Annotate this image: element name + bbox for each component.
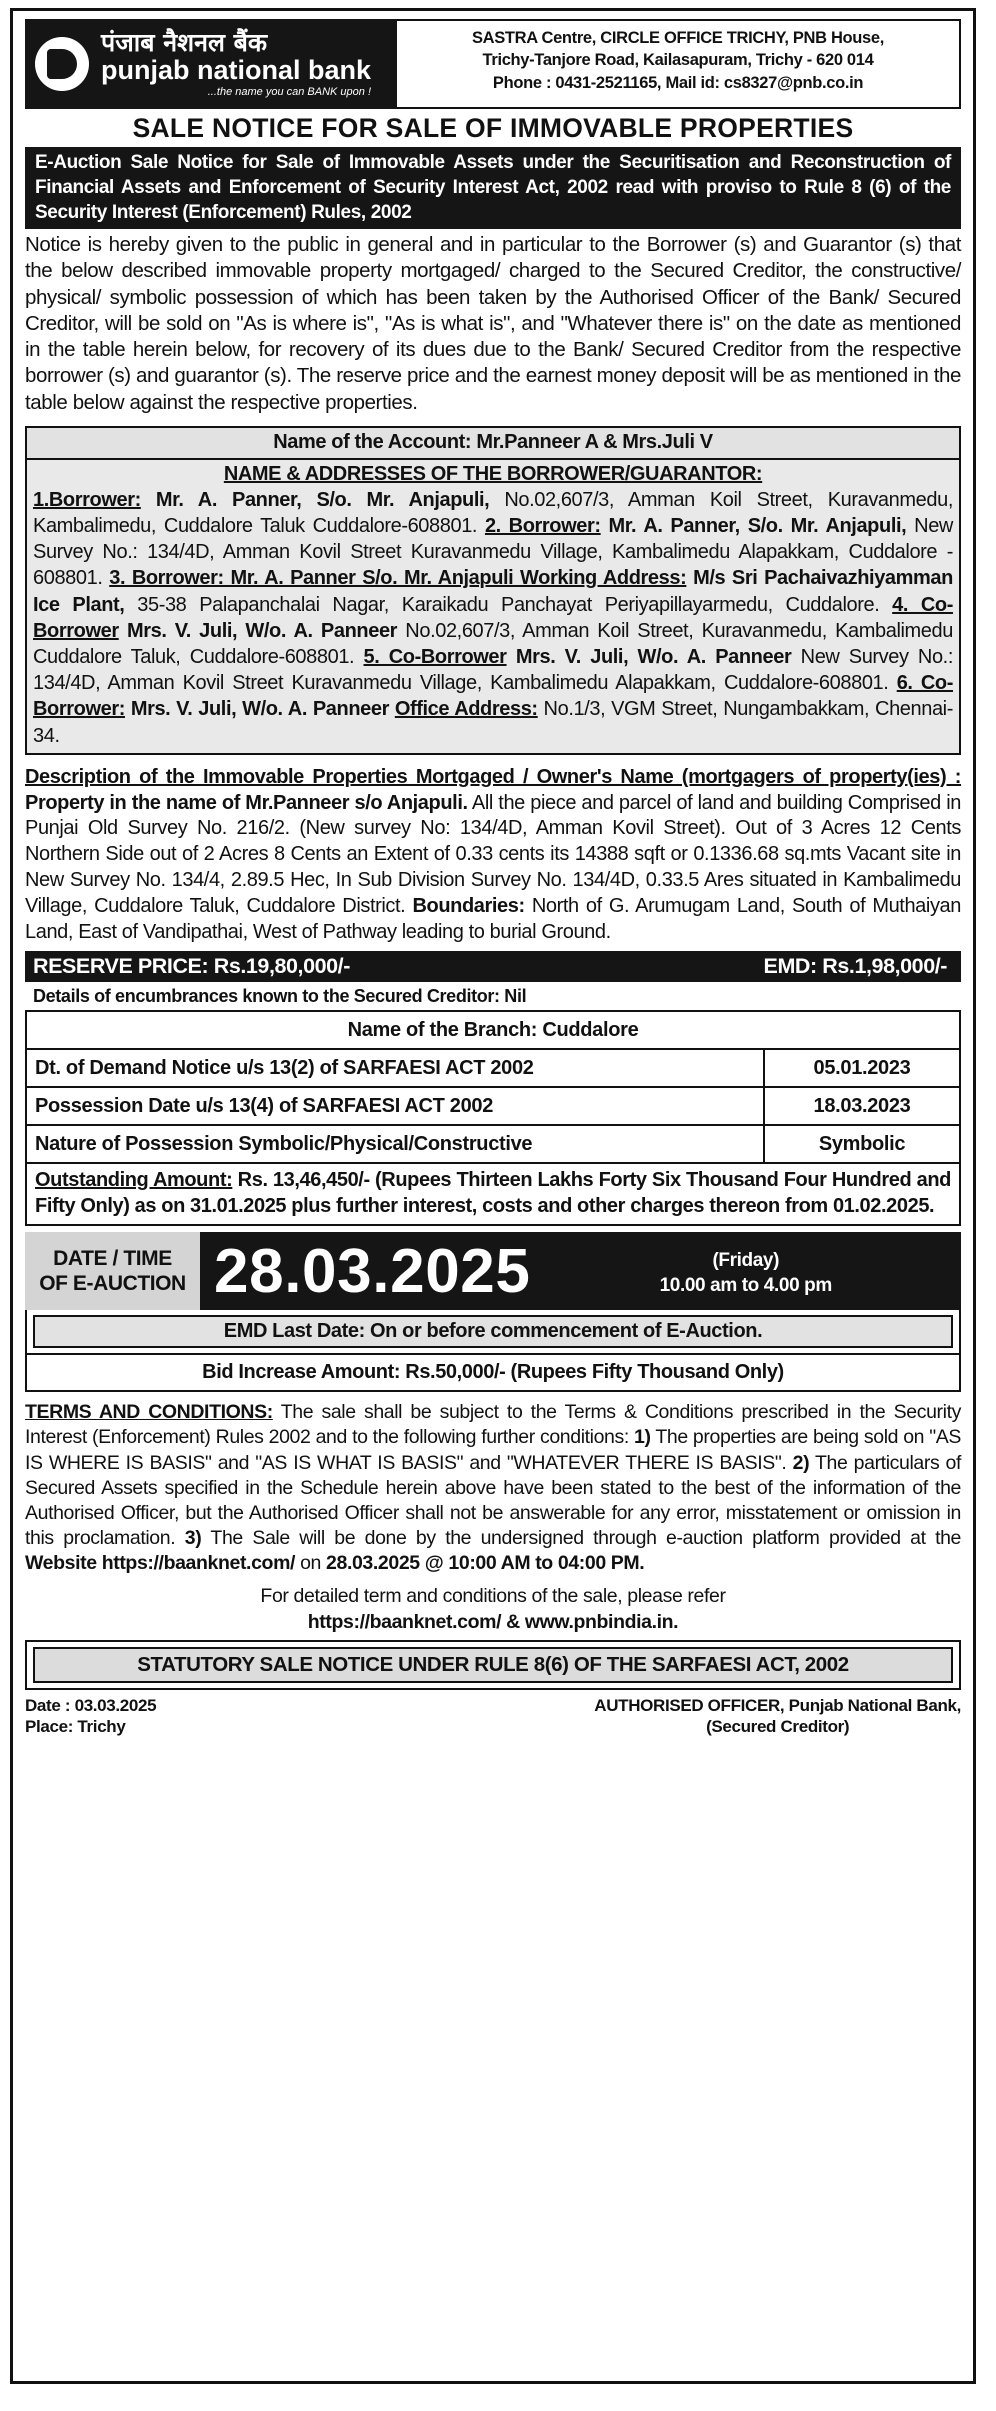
borrower-heading: NAME & ADDRESSES OF THE BORROWER/GUARANTOR: xyxy=(223,462,763,485)
emd-last-date-wrap xyxy=(25,1310,961,1355)
office-line-2: Trichy-Tanjore Road, Kailasapuram, Trichy - 620 014 xyxy=(482,51,874,70)
statutory-notice: STATUTORY SALE NOTICE UNDER RULE 8(6) OF THE SARFAESI ACT, 2002 xyxy=(33,1647,953,1683)
statutory-wrap xyxy=(25,1640,961,1690)
office-address xyxy=(397,19,961,109)
intro-paragraph: Notice is hereby given to the public in general and in particular to the Borrower (s) and Guarantor (s) that the below described immovable property mortgaged/ charged to the Secured Creditor, the constructive/ physical/ symbolic possession of which has been taken by the Authorised Officer of the Bank/ Secured Creditor, will be sold on "As is where is", "As is what is", and "Whatever there is" on the date as mentioned in the table herein below, for recovery of its dues due to the Bank/ Secured Creditor from the respective borrower (s) and guarantor (s). The reserve price and the earnest money deposit will be as mentioned in the table below against the respective properties. xyxy=(25,233,961,414)
table-row: Dt. of Demand Notice u/s 13(2) of SARFAESI ACT 2002 05.01.2023 xyxy=(26,1049,960,1087)
sale-notice-page xyxy=(10,8,976,2384)
encumbrances: Details of encumbrances known to the Secured Creditor: Nil xyxy=(33,986,527,1007)
auction-date: 28.03.2025 xyxy=(214,1236,531,1306)
bid-increase-amount: Bid Increase Amount: Rs.50,000/- (Rupees Fifty Thousand Only) xyxy=(25,1355,961,1392)
borrower-list: 1.Borrower: Mr. A. Panner, S/o. Mr. Anjapuli, No.02,607/3, Amman Koil Street, Kuravanmedu, Kambalimedu, Cuddalore Taluk Cuddalore-608801. 2. Borrower: Mr. A. Panner, S/o. Mr. Anjapuli, New Survey No.: 134/4D, Amman Kovil Street Kuravanmedu Village, Kambalimedu Alapakkam, Cuddalore - 608801. 3. Borrower: Mr. A. Panner S/o. Mr. Anjapuli Working Address: M/s Sri Pachaivazhiyamman Ice Plant, 35-38 Palapanchalai Nagar, Karaikadu Panchayat Periyapillayarmedu, Cuddalore. 4. Co-Borrower Mrs. V. Juli, W/o. A. Panneer No.02,607/3, Amman Koil Street, Kuravanmedu, Kambalimedu Cuddalore Taluk, Cuddalore-608801. 5. Co-Borrower Mrs. V. Juli, W/o. A. Panneer New Survey No.: 134/4D, Amman Kovil Street Kuravanmedu Village, Kambalimedu Alapakkam, Cuddalore-608801. 6. Co-Borrower: Mrs. V. Juli, W/o. A. Panneer Office Address: No.1/3, VGM Street, Nungambakkam, Chennai-34. xyxy=(33,488,953,747)
date-place xyxy=(25,1695,156,1738)
refer-links[interactable]: https://baanknet.com/ & www.pnbindia.in. xyxy=(307,1610,679,1633)
pnb-logo-icon xyxy=(35,37,89,91)
reserve-price-bar xyxy=(25,951,961,982)
emd-last-date: EMD Last Date: On or before commencement of E-Auction. xyxy=(33,1315,953,1348)
footer xyxy=(25,1695,961,1738)
office-line-3: Phone : 0431-2521165, Mail id: cs8327@pnb.co.in xyxy=(492,73,864,92)
emd-amount: EMD: Rs.1,98,000/- xyxy=(763,954,947,979)
notice-date: Date : 03.03.2025 xyxy=(25,1696,157,1715)
reserve-price: RESERVE PRICE: Rs.19,80,000/- xyxy=(33,954,350,979)
terms-and-conditions: TERMS AND CONDITIONS: The sale shall be subject to the Terms & Conditions prescribed in the Security Interest (Enforcement) Rules 2002 and to the following further conditions: 1) The properties are being sold on "AS IS WHERE IS BASIS" and "AS IS WHAT IS BASIS" and "WHATEVER THERE IS BASIS". 2) The particulars of Secured Assets specified in the Schedule herein above have been stated to the best of the information of the Authorised Officer, but the Authorised Officer shall not be answerable for any error, misstatement or omission in this proclamation. 3) The Sale will be done by the undersigned through e-auction platform provided at the Website https://baanknet.com/ on 28.03.2025 @ 10:00 AM to 04:00 PM. xyxy=(25,1401,962,1575)
main-title: SALE NOTICE FOR SALE OF IMMOVABLE PROPERTIES xyxy=(132,113,854,143)
bank-tagline: ...the name you can BANK upon ! xyxy=(207,85,372,98)
bank-name-hindi: पंजाब नैशनल बैंक xyxy=(101,28,268,58)
signatory: AUTHORISED OFFICER, Punjab National Bank, (Secured Creditor) xyxy=(594,1696,961,1737)
details-table xyxy=(25,1010,961,1164)
website-link[interactable]: Website https://baanknet.com/ xyxy=(25,1552,296,1575)
bank-logo-block xyxy=(25,19,397,109)
header xyxy=(25,19,961,109)
account-name: Name of the Account: Mr.Panneer A & Mrs.Juli V xyxy=(27,428,959,460)
table-row: Nature of Possession Symbolic/Physical/Constructive Symbolic xyxy=(26,1125,960,1163)
bank-name-english: punjab national bank xyxy=(101,54,372,85)
outstanding-amount: Outstanding Amount: Rs. 13,46,450/- (Rupees Thirteen Lakhs Forty Six Thousand Four Hundred and Fifty Only) as on 31.01.2025 plus further interest, costs and other charges thereon from 01.02.2025. xyxy=(25,1164,961,1226)
table-row: Possession Date u/s 13(4) of SARFAESI ACT 2002 18.03.2023 xyxy=(26,1087,960,1125)
auction-date-bar xyxy=(25,1232,961,1310)
eauction-heading: E-Auction Sale Notice for Sale of Immovable Assets under the Securitisation and Reconstruction of Financial Assets and Enforcement of Security Interest Act, 2002 read with proviso to Rule 8 (6) of the Security Interest (Enforcement) Rules, 2002 xyxy=(25,147,961,229)
refer-note: For detailed term and conditions of the sale, please refer https://baanknet.com/ & www.pnbindia.in. xyxy=(25,1584,961,1635)
office-line-1: SASTRA Centre, CIRCLE OFFICE TRICHY, PNB House, xyxy=(471,29,884,47)
auction-time: (Friday) 10.00 am to 4.00 pm xyxy=(659,1249,832,1297)
property-description: Description of the Immovable Properties Mortgaged / Owner's Name (mortgagers of property(ies) : Property in the name of Mr.Panneer s/o Anjapuli. All the piece and parcel of land and building Comprised in Punjai Old Survey No. 216/2. (New survey No: 134/4D, Amman Kovil Street). Out of 3 Acres 12 Cents Northern Side out of 2 Acres 8 Cents an Extent of 0.33 cents its 14388 sqft or 0.1336.68 sq.mts Vacant site in New Survey No. 134/4, 2.89.5 Hec, In Sub Division Survey No. 134/4D, 0.33.5 Ares situated in Kambalimedu Village, Cuddalore Taluk, Cuddalore District. Boundaries: North of G. Arumugam Land, South of Muthaiyan Land, East of Vandipathai, West of Pathway leading to burial Ground. xyxy=(25,765,961,943)
notice-place: Place: Trichy xyxy=(25,1717,126,1737)
auction-date-label: DATE / TIME OF E-AUCTION xyxy=(25,1232,200,1310)
account-box xyxy=(25,426,961,755)
branch-name: Name of the Branch: Cuddalore xyxy=(26,1011,960,1049)
